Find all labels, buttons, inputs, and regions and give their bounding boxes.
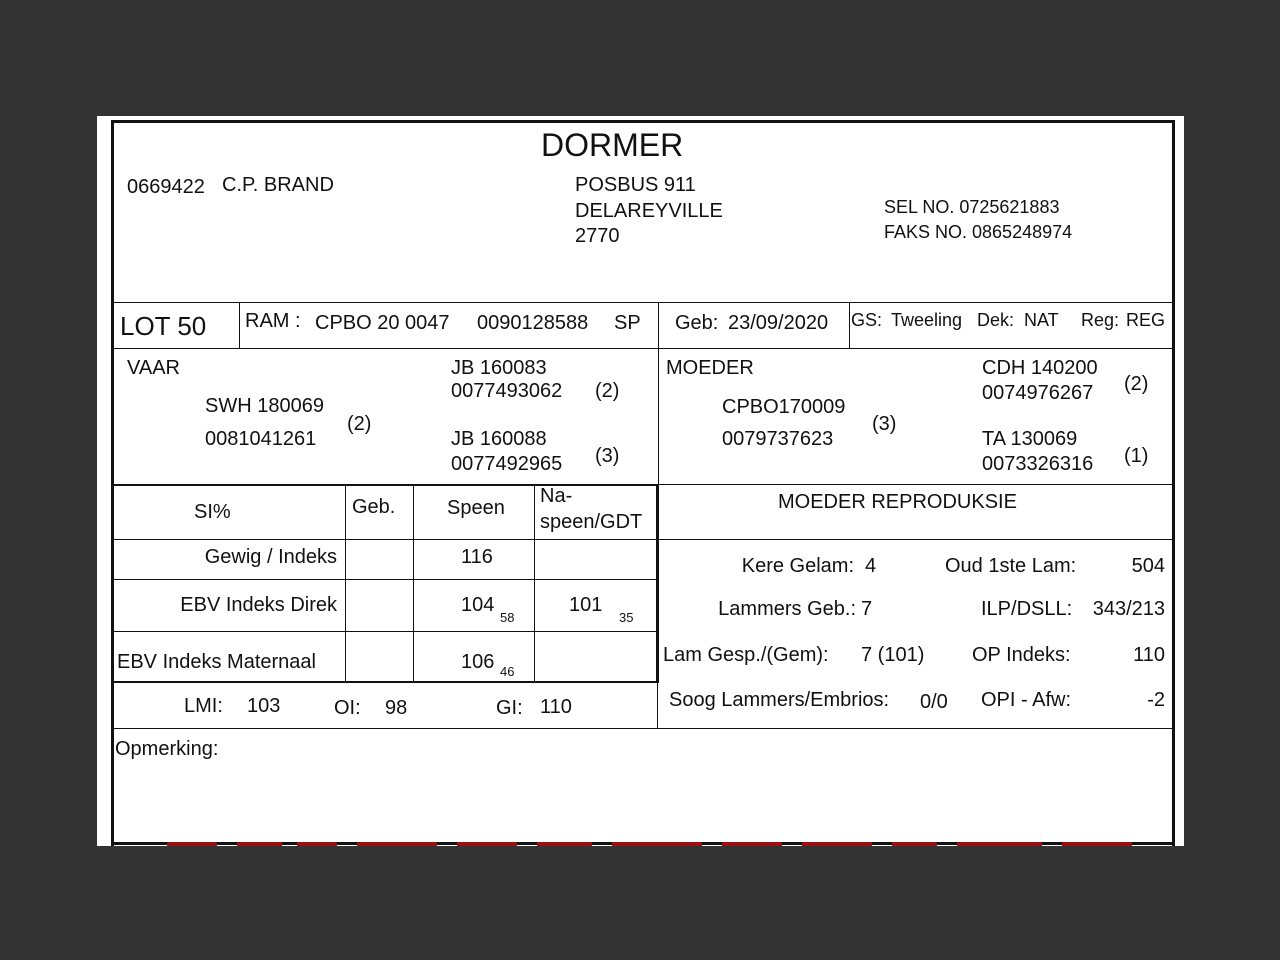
si-row-label-weight: Gewig / Indeks	[204, 546, 337, 568]
ram-label: RAM :	[245, 310, 301, 332]
si-header-naspeen-1: Na-	[540, 485, 573, 507]
frame-left	[111, 120, 114, 846]
address-line-2: DELAREYVILLE	[575, 200, 723, 222]
lot-card	[97, 116, 1184, 846]
breeder-number: 0669422	[127, 176, 205, 198]
ilp-label: ILP/DSLL:	[981, 598, 1073, 620]
sire-grade: (2)	[347, 413, 372, 435]
op-index-value: 110	[1133, 644, 1165, 666]
oi-value: 98	[385, 697, 408, 719]
reg-value: REG	[1126, 310, 1166, 330]
gi-label: GI:	[496, 697, 523, 719]
lambs-born-label: Lammers Geb.:	[718, 598, 856, 620]
cropped-footer-text	[167, 840, 1157, 846]
rule-pedigree-divider	[658, 348, 659, 484]
lmi-label: LMI:	[184, 695, 223, 717]
rule-ram-divider	[658, 302, 659, 348]
si-row-speen-direct: 104	[461, 594, 495, 616]
rule-si-col2	[413, 484, 414, 683]
breeder-name: C.P. BRAND	[222, 174, 334, 196]
ram-registration: 0090128588	[477, 312, 589, 334]
si-row-speen-maternal: 106	[461, 651, 495, 673]
si-row-speen-weight: 116	[461, 546, 493, 568]
dek-label: Dek:	[977, 310, 1015, 330]
rule-si-col3	[534, 484, 535, 683]
dam-sire-grade: (2)	[1124, 373, 1149, 395]
dam-dam-id: TA 130069	[982, 428, 1078, 450]
rule-index-divider	[657, 683, 658, 728]
sire-registration: 0081041261	[205, 428, 317, 450]
rule-header	[114, 302, 1172, 303]
weaned-value: 7 (101)	[861, 644, 925, 666]
lot-number: LOT 50	[120, 311, 207, 341]
dam-dam-registration: 0073326316	[982, 453, 1094, 475]
remarks-label: Opmerking:	[115, 738, 219, 760]
si-row-speen-direct-sub: 58	[500, 610, 515, 625]
lambs-born-value: 7	[861, 598, 873, 620]
si-row-naspeen-direct: 101	[569, 594, 603, 616]
ram-id: CPBO 20 0047	[315, 312, 450, 334]
embryos-label: Soog Lammers/Embrios:	[669, 689, 890, 711]
sire-heading: VAAR	[127, 357, 180, 379]
rule-repro-header	[658, 539, 1172, 540]
rule-remarks	[114, 728, 1172, 729]
rule-si-thick-right	[656, 484, 659, 683]
frame-right	[1172, 120, 1175, 846]
si-row-label-direct: EBV Indeks Direk	[180, 594, 337, 616]
first-lamb-value: 504	[1131, 555, 1165, 577]
dam-registration: 0079737623	[722, 428, 834, 450]
sire-sire-id: JB 160083	[451, 357, 547, 379]
rule-born-divider	[849, 302, 850, 348]
born-date: 23/09/2020	[728, 312, 829, 334]
rule-lot-divider	[239, 302, 240, 348]
cell-number: SEL NO. 0725621883	[884, 197, 1060, 217]
repro-heading: MOEDER REPRODUKSIE	[778, 491, 1017, 513]
sire-dam-grade: (3)	[595, 445, 620, 467]
embryos-value: 0/0	[920, 691, 948, 713]
oi-label: OI:	[334, 697, 361, 719]
sire-id: SWH 180069	[205, 395, 324, 417]
address-postcode: 2770	[575, 225, 620, 247]
sire-dam-id: JB 160088	[451, 428, 547, 450]
ram-class: SP	[614, 312, 641, 334]
dam-grade: (3)	[872, 413, 897, 435]
fax-number: FAKS NO. 0865248974	[884, 222, 1073, 242]
address-line-1: POSBUS 911	[575, 174, 696, 196]
dam-heading: MOEDER	[666, 357, 754, 379]
rule-si-col1	[345, 484, 346, 683]
rule-lot	[114, 348, 1172, 349]
gs-label: GS:	[851, 310, 883, 330]
op-index-label: OP Indeks:	[972, 644, 1071, 666]
breed-title: DORMER	[541, 127, 684, 163]
weaned-label: Lam Gesp./(Gem):	[663, 644, 829, 666]
rule-si-thick-bottom	[114, 681, 658, 683]
si-row-naspeen-direct-sub: 35	[619, 610, 634, 625]
ilp-value: 343/213	[1092, 598, 1165, 620]
kere-label: Kere Gelam:	[741, 555, 854, 577]
sire-sire-grade: (2)	[595, 380, 620, 402]
opi-deviation-label: OPI - Afw:	[981, 689, 1072, 711]
first-lamb-label: Oud 1ste Lam:	[945, 555, 1077, 577]
dam-sire-id: CDH 140200	[982, 357, 1098, 379]
frame-top	[111, 120, 1175, 123]
dam-id: CPBO170009	[722, 396, 846, 418]
born-label: Geb:	[675, 312, 719, 334]
rule-si-header	[114, 539, 658, 540]
kere-value: 4	[865, 555, 877, 577]
dam-sire-registration: 0074976267	[982, 382, 1094, 404]
si-header-naspeen-2: speen/GDT	[540, 511, 643, 533]
rule-si-row1	[114, 579, 658, 580]
dam-dam-grade: (1)	[1124, 445, 1149, 467]
dek-value: NAT	[1024, 310, 1059, 330]
gs-value: Tweeling	[891, 310, 963, 330]
sire-sire-registration: 0077493062	[451, 380, 563, 402]
lmi-value: 103	[247, 695, 281, 717]
rule-si-row2	[114, 631, 658, 632]
sire-dam-registration: 0077492965	[451, 453, 563, 475]
si-header-speen: Speen	[447, 497, 505, 519]
si-header-label: SI%	[194, 501, 231, 523]
gi-value: 110	[540, 696, 572, 718]
opi-deviation-value: -2	[1147, 689, 1165, 711]
si-row-speen-maternal-sub: 46	[500, 664, 515, 679]
si-row-label-maternal: EBV Indeks Maternaal	[117, 651, 316, 673]
si-header-geb: Geb.	[352, 496, 396, 518]
reg-label: Reg:	[1081, 310, 1120, 330]
rule-si-thick-top	[114, 484, 658, 486]
